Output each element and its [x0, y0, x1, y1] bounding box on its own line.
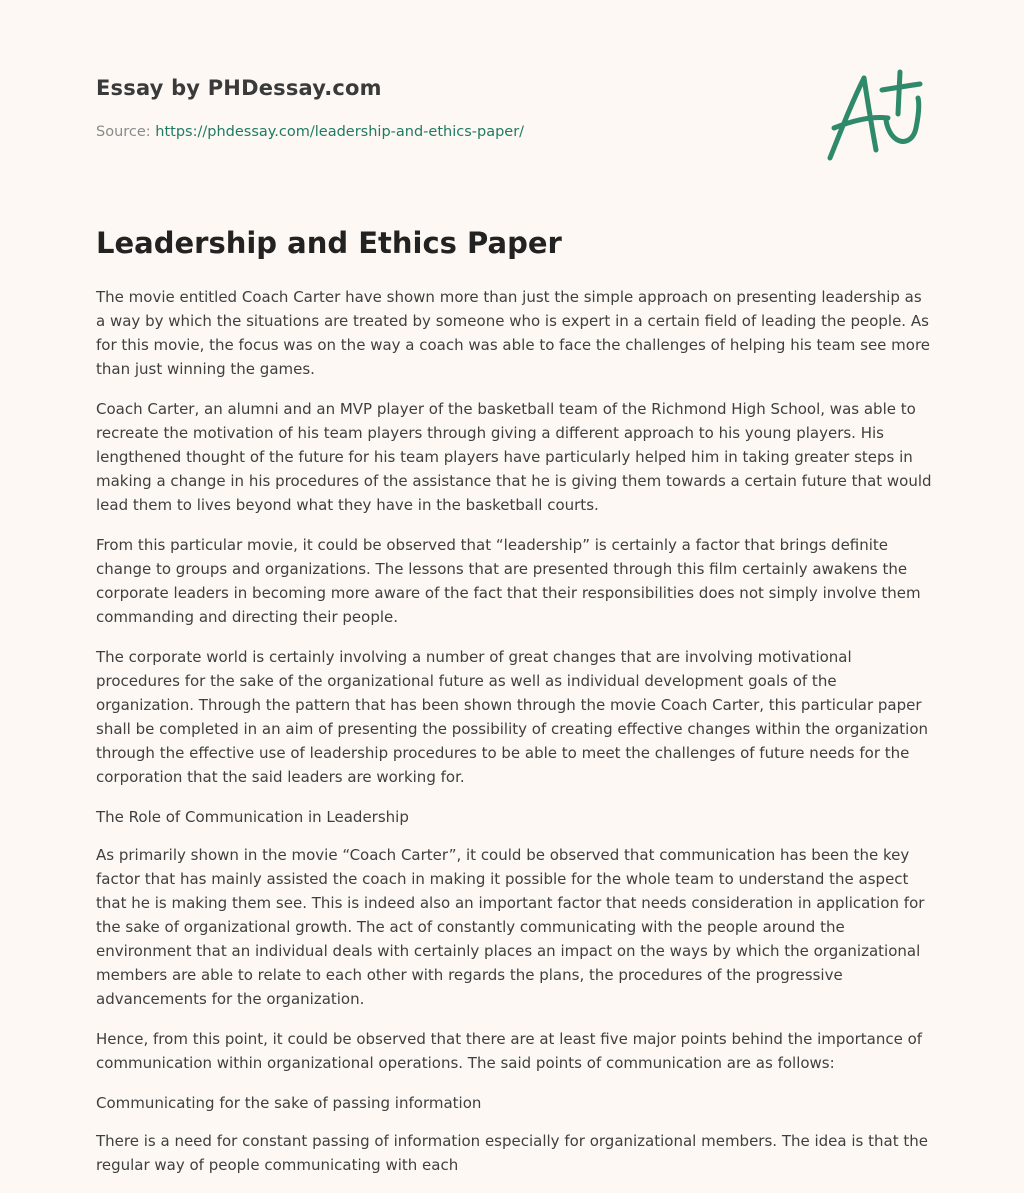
source-label: Source:: [96, 124, 156, 140]
document-title: Leadership and Ethics Paper: [96, 226, 562, 260]
paragraph: The movie entitled Coach Carter have shown more than just the simple approach on presenting leadership as a way by which the situations are treated by someone who is expert in a certain field of leading the people. As for this movie, the focus was on the way a coach was able to face the challenges of helping his team see more than just winning the games.: [96, 288, 931, 378]
paragraph: Coach Carter, an alumni and an MVP player of the basketball team of the Richmond High School, was able to recreate the motivation of his team players through giving a different approach to his young players. His lengthened thought of the future for his team players have particularly helped him in taking greater steps in making a change in his procedures of the assistance that he is giving them towards a certain future that would lead them to lives beyond what they have in the basketball courts.: [96, 400, 932, 514]
section-heading: Communicating for the sake of passing information: [96, 1094, 482, 1112]
source-link[interactable]: https://phdessay.com/leadership-and-ethics-paper/: [155, 124, 525, 140]
paragraph: From this particular movie, it could be observed that “leadership” is certainly a factor that brings definite change to groups and organizations. The lessons that are presented through this film certainly awakens the corporate leaders in becoming more aware of the fact that their responsibilities does not simply involve them commanding and directing their people.: [96, 536, 921, 626]
section-heading: The Role of Communication in Leadership: [96, 808, 409, 826]
site-brand: Essay by PHDessay.com: [96, 76, 382, 100]
paragraph: As primarily shown in the movie “Coach Carter”, it could be observed that communication has been the key factor that has mainly assisted the coach in making it possible for the whole team to understand the aspect that he is making them see. This is indeed also an important factor that needs consideration in application for the sake of organizational growth. The act of constantly communicating with the people around the environment that an individual deals with certainly places an impact on the ways by which the organizational members are able to relate to each other with regards the plans, the procedures of the progressive advancements for the organization.: [96, 846, 925, 1008]
paragraph: Hence, from this point, it could be observed that there are at least five major points behind the importance of communication within organizational operations. The said points of communication are as follows:: [96, 1030, 923, 1072]
document-body: [96, 285, 932, 1193]
paragraph: There is a need for constant passing of information especially for organizational members. The idea is that the regular way of people communicating with each: [96, 1132, 928, 1174]
a-plus-logo-icon: [820, 66, 930, 166]
source-line: [96, 124, 524, 140]
paragraph: The corporate world is certainly involving a number of great changes that are involving motivational procedures for the sake of the organizational future as well as individual development goals of the organization. Through the pattern that has been shown through the movie Coach Carter, this particular paper shall be completed in an aim of presenting the possibility of creating effective changes within the organization through the effective use of leadership procedures to be able to meet the challenges of future needs for the corporation that the said leaders are working for.: [96, 648, 929, 786]
